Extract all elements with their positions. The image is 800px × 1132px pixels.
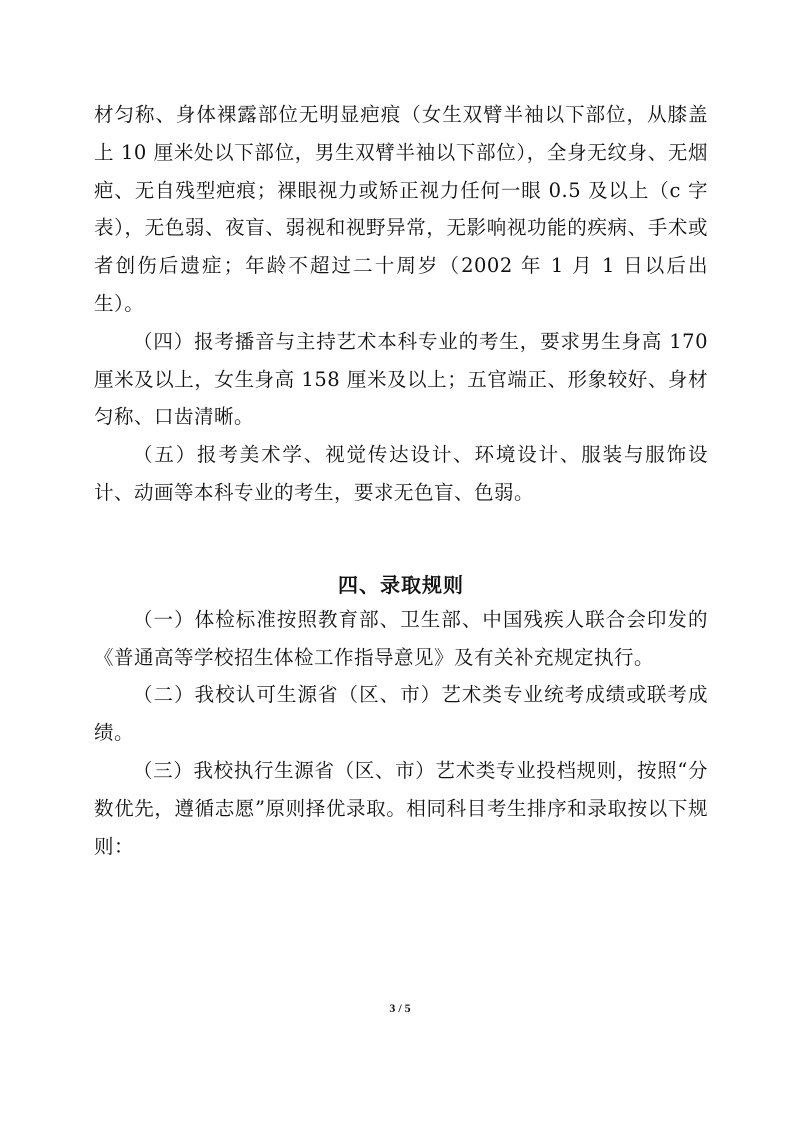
section-heading-admission-rules: 四、录取规则	[338, 572, 464, 597]
paragraph-recognized-scores: （二）我校认可生源省（区、市）艺术类专业统考成绩或联考成绩。	[94, 683, 708, 745]
paragraph-art-design-requirements: （五）报考美术学、视觉传达设计、环境设计、服装与服饰设计、动画等本科专业的考生，要求无色盲、色弱。	[94, 443, 708, 504]
paragraph-physical-requirements-continued: 材匀称、身体裸露部位无明显疤痕（女生双臂半袖以下部位，从膝盖上 10 厘米处以下部位，男生双臂半袖以下部位），全身无纹身、无烟疤、无自残型疤痕；裸眼视力或矫正视力任何一眼 0.5 及以上（c 字表），无色弱、夜盲、弱视和视野异常，无影响视功能的疾病、手术或者创伤后遗症；年龄不超过二十周岁（2002 年 1 月 1 日以后出生）。	[94, 103, 708, 315]
paragraph-medical-standard: （一）体检标准按照教育部、卫生部、中国残疾人联合会印发的《普通高等学校招生体检工作指导意见》及有关补充规定执行。	[94, 607, 708, 669]
paragraph-broadcasting-requirements: （四）报考播音与主持艺术本科专业的考生，要求男生身高 170 厘米及以上，女生身高 158 厘米及以上；五官端正、形象较好、身材匀称、口齿清晰。	[94, 329, 708, 429]
document-page	[94, 96, 708, 865]
paragraph-admission-ranking-rules: （三）我校执行生源省（区、市）艺术类专业投档规则，按照“分数优先，遵循志愿”原则择优录取。相同科目考生排序和录取按以下规则：	[94, 758, 708, 858]
page-number: 3 / 5	[389, 1001, 411, 1015]
